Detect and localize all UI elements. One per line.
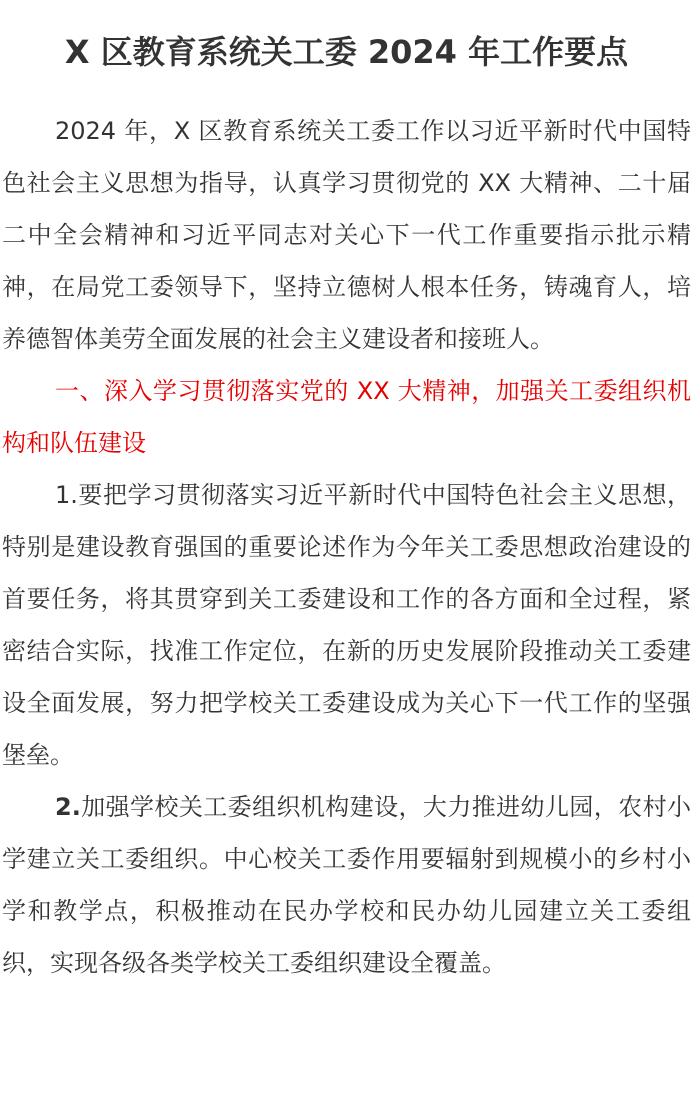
item-number: 1.	[55, 481, 78, 509]
section-heading: 一、深入学习贯彻落实党的 XX 大精神，加强关工委组织机构和队伍建设	[2, 377, 691, 457]
item-number: 2.	[55, 793, 81, 821]
item-text: 要把学习贯彻落实习近平新时代中国特色社会主义思想，特别是建设教育强国的重要论述作为今年关工委思想政治建设的首要任务，将其贯穿到关工委建设和工作的各方面和全过程，紧密结合实际，找准工作定位，在新的历史发展阶段推动关工委建设全面发展，努力把学校关工委建设成为关心下一代工作的坚强堡垒。	[2, 481, 691, 769]
document-body	[2, 105, 691, 989]
document-title: X 区教育系统关工委 2024 年工作要点	[64, 33, 629, 71]
intro-paragraph: 2024 年，X 区教育系统关工委工作以习近平新时代中国特色社会主义思想为指导，认真学习贯彻党的 XX 大精神、二十届二中全会精神和习近平同志对关心下一代工作重要指示批示精神，在局党工委领导下，坚持立德树人根本任务，铸魂育人，培养德智体美劳全面发展的社会主义建设者和接班人。	[2, 117, 691, 353]
list-item	[2, 781, 691, 989]
list-item	[2, 469, 691, 781]
item-text: 加强学校关工委组织机构建设，大力推进幼儿园，农村小学建立关工委组织。中心校关工委作用要辐射到规模小的乡村小学和教学点，积极推动在民办学校和民办幼儿园建立关工委组织，实现各级各类学校关工委组织建设全覆盖。	[2, 793, 691, 977]
